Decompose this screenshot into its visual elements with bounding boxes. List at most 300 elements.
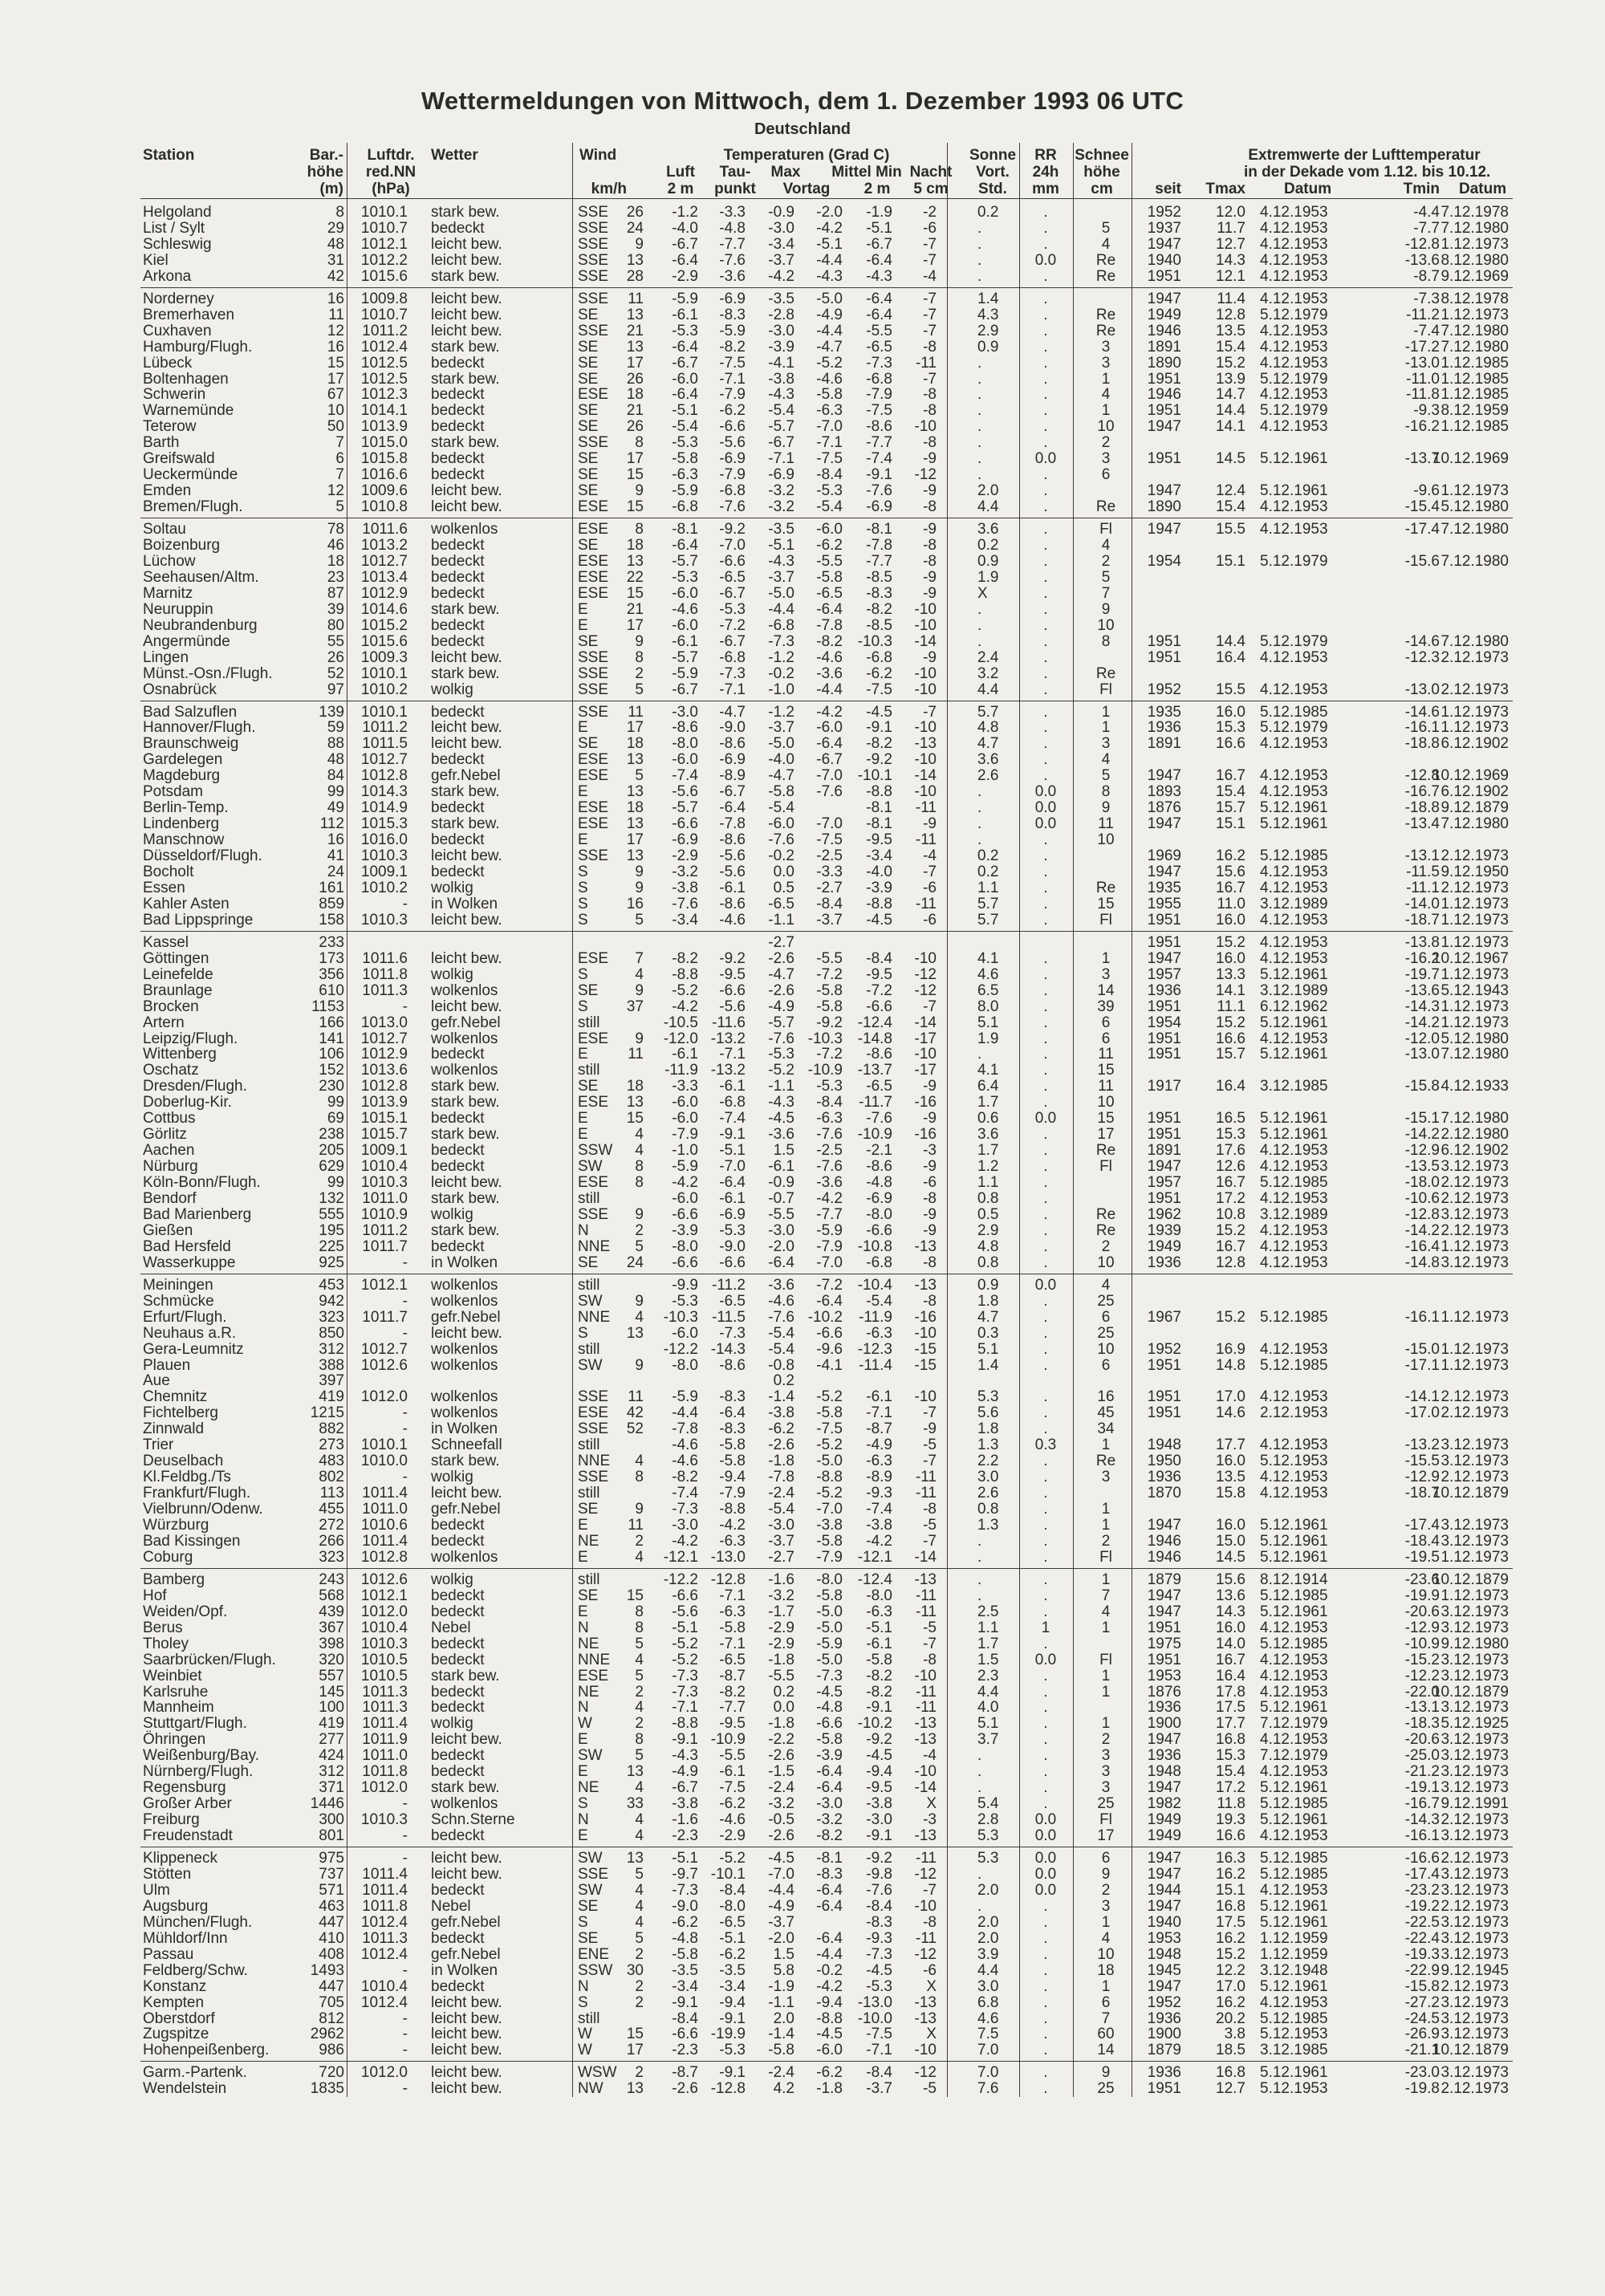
table-row bbox=[0, 1127, 1605, 1142]
datum-min: 7.12.1980 bbox=[1440, 1046, 1509, 1063]
schnee: 4 bbox=[1101, 1603, 1111, 1620]
sonne: 1.3 bbox=[977, 1517, 999, 1534]
wind-richtung: SSE bbox=[578, 267, 609, 285]
datum-max: 4.12.1953 bbox=[1260, 783, 1328, 801]
min-2m: -3.0 bbox=[866, 1811, 892, 1829]
datum-min: 8.12.1980 bbox=[1440, 251, 1509, 269]
rr: . bbox=[1043, 1237, 1048, 1255]
tmin: -11.8 bbox=[1406, 386, 1440, 404]
max-vortag: -3.2 bbox=[768, 482, 794, 500]
datum-max: 5.12.1979 bbox=[1260, 402, 1328, 420]
wind-richtung: E bbox=[578, 1731, 588, 1749]
luftdruck: 1010.5 bbox=[360, 1667, 408, 1684]
seit: 1945 bbox=[1147, 1961, 1181, 1979]
seit: 1936 bbox=[1147, 981, 1181, 999]
datum-min: 7.12.1980 bbox=[1440, 521, 1509, 538]
sonne: . bbox=[977, 831, 982, 849]
luftdruck: 1011.2 bbox=[362, 719, 408, 737]
luftdruck: 1010.4 bbox=[360, 1619, 408, 1636]
header-luft: 2 m bbox=[667, 181, 694, 197]
datum-min: 1.12.1985 bbox=[1440, 354, 1509, 372]
tmin: -15.2 bbox=[1404, 1651, 1440, 1668]
mittel-2m: -0.2 bbox=[816, 1961, 843, 1979]
wind-staerke: 4 bbox=[635, 1811, 644, 1829]
taupunkt: -5.3 bbox=[719, 1221, 746, 1239]
station-name: Lübeck bbox=[143, 354, 193, 372]
wind-richtung: NNE bbox=[578, 1651, 611, 1668]
header-wetter: Wetter bbox=[431, 147, 478, 164]
header-rr: mm bbox=[1032, 181, 1059, 197]
min-2m: -4.9 bbox=[866, 1437, 892, 1454]
nacht-5cm: -6 bbox=[923, 879, 937, 896]
wind-staerke: 13 bbox=[626, 1094, 644, 1111]
mittel-2m: -6.4 bbox=[816, 735, 843, 753]
taupunkt: -5.5 bbox=[719, 1747, 746, 1765]
nacht-5cm: -9 bbox=[923, 1158, 937, 1176]
wetter: stark bew. bbox=[431, 434, 500, 452]
min-2m: -7.5 bbox=[866, 402, 892, 420]
tmin: -12.8 bbox=[1404, 1205, 1440, 1223]
seit: 1879 bbox=[1147, 2042, 1181, 2059]
nacht-5cm: -11 bbox=[915, 1469, 937, 1486]
max-vortag: -5.3 bbox=[768, 1046, 794, 1063]
mittel-2m: -5.0 bbox=[816, 1453, 843, 1470]
taupunkt: -8.8 bbox=[719, 1501, 746, 1518]
datum-max: 3.12.1989 bbox=[1260, 1205, 1328, 1223]
seit: 1951 bbox=[1147, 998, 1181, 1015]
nacht-5cm: -11 bbox=[915, 799, 937, 817]
taupunkt: -8.0 bbox=[719, 1897, 746, 1915]
min-2m: -7.1 bbox=[866, 2042, 892, 2059]
mittel-2m: -7.5 bbox=[816, 450, 843, 468]
taupunkt: -6.7 bbox=[719, 783, 746, 801]
table-row bbox=[0, 800, 1605, 815]
sonne: 1.1 bbox=[977, 1174, 999, 1192]
tmin: -19.5 bbox=[1404, 1548, 1440, 1566]
bar-hoehe: 419 bbox=[319, 1388, 344, 1406]
datum-min: 1.12.1973 bbox=[1440, 1587, 1509, 1604]
luftdruck: 1012.1 bbox=[360, 235, 408, 253]
sonne: . bbox=[977, 1532, 982, 1550]
rr: . bbox=[1043, 1205, 1048, 1223]
sonne: 1.7 bbox=[977, 1094, 999, 1111]
luftdruck: 1015.7 bbox=[360, 1126, 408, 1144]
schnee: 25 bbox=[1097, 1795, 1115, 1813]
sonne: 4.4 bbox=[977, 1961, 999, 1979]
luft-temp: -9.9 bbox=[672, 1276, 698, 1294]
luft-temp: -3.8 bbox=[672, 1795, 698, 1813]
rr: 0.0 bbox=[1034, 1881, 1057, 1899]
datum-max: 3.12.1989 bbox=[1260, 895, 1328, 912]
datum-max: 5.12.1985 bbox=[1260, 703, 1328, 721]
luftdruck: 1011.8 bbox=[362, 1897, 408, 1915]
wetter: leicht bew. bbox=[431, 847, 502, 865]
header-station: Station bbox=[143, 147, 195, 164]
tmax: 13.5 bbox=[1216, 1469, 1245, 1486]
bar-hoehe: 31 bbox=[327, 251, 344, 269]
tmax: 16.8 bbox=[1216, 1897, 1245, 1915]
schnee: 18 bbox=[1097, 1961, 1115, 1979]
datum-min: 3.12.1973 bbox=[1440, 1699, 1509, 1717]
max-vortag: -4.7 bbox=[768, 965, 794, 983]
wind-richtung: S bbox=[578, 1324, 588, 1342]
wind-staerke: 8 bbox=[635, 1619, 644, 1636]
seit: 1951 bbox=[1147, 2080, 1181, 2098]
min-2m: -6.9 bbox=[866, 1190, 892, 1207]
datum-min: 6.12.1902 bbox=[1440, 735, 1509, 753]
luft-temp: -6.0 bbox=[672, 1094, 698, 1111]
table-row bbox=[0, 1095, 1605, 1110]
wetter: bedeckt bbox=[431, 1142, 485, 1160]
seit: 1947 bbox=[1147, 1603, 1181, 1620]
header-seit: seit bbox=[1155, 181, 1181, 197]
sonne: 4.8 bbox=[977, 719, 999, 737]
table-row bbox=[0, 1358, 1605, 1373]
mittel-2m: -6.5 bbox=[816, 584, 843, 602]
datum-max: 5.12.1979 bbox=[1260, 552, 1328, 570]
datum-min: 2.12.1973 bbox=[1440, 1897, 1509, 1915]
mittel-2m: -7.5 bbox=[816, 1420, 843, 1438]
max-vortag: -4.3 bbox=[768, 386, 794, 404]
luftdruck: 1015.8 bbox=[360, 450, 408, 468]
mittel-2m: -4.4 bbox=[816, 322, 843, 339]
tmin: -17.4 bbox=[1404, 521, 1440, 538]
min-2m: -14.8 bbox=[857, 1030, 892, 1047]
mittel-2m: -4.6 bbox=[816, 370, 843, 388]
datum-min: 3.12.1973 bbox=[1440, 1993, 1509, 2011]
taupunkt: -6.3 bbox=[719, 1532, 746, 1550]
min-2m: -8.2 bbox=[866, 1667, 892, 1684]
wind-richtung: ESE bbox=[578, 1094, 609, 1111]
datum-min: 2.12.1973 bbox=[1440, 1469, 1509, 1486]
wind-richtung: NW bbox=[578, 2080, 603, 2098]
mittel-2m: -8.0 bbox=[816, 1571, 843, 1588]
seit: 1949 bbox=[1147, 1237, 1181, 1255]
sonne: 5.1 bbox=[977, 1014, 999, 1031]
luft-temp: -5.6 bbox=[672, 1603, 698, 1620]
luft-temp: -6.0 bbox=[672, 370, 698, 388]
taupunkt: -8.3 bbox=[719, 1420, 746, 1438]
mittel-2m: -9.4 bbox=[816, 1993, 843, 2011]
min-2m: -8.6 bbox=[866, 418, 892, 436]
wind-staerke: 13 bbox=[626, 251, 644, 269]
taupunkt: -6.1 bbox=[719, 1190, 746, 1207]
seit: 1944 bbox=[1147, 1881, 1181, 1899]
datum-max: 4.12.1953 bbox=[1260, 1993, 1328, 2011]
wind-richtung: E bbox=[578, 1046, 588, 1063]
tmin: -15.6 bbox=[1404, 552, 1440, 570]
wetter: gefr.Nebel bbox=[431, 1014, 501, 1031]
wind-richtung: ESE bbox=[578, 568, 609, 586]
datum-max: 4.12.1953 bbox=[1260, 681, 1328, 698]
station-name: Saarbrücken/Flugh. bbox=[143, 1651, 276, 1668]
luftdruck: - bbox=[402, 1292, 408, 1310]
taupunkt: -5.6 bbox=[719, 864, 746, 880]
page-title: Wettermeldungen von Mittwoch, dem 1. Dezember 1993 06 UTC bbox=[421, 87, 1184, 115]
seit: 1957 bbox=[1147, 965, 1181, 983]
rr: . bbox=[1043, 879, 1048, 896]
luft-temp: -9.0 bbox=[672, 1897, 698, 1915]
schnee: 9 bbox=[1101, 2064, 1111, 2082]
header-luftdruck: red.NN bbox=[365, 164, 416, 181]
taupunkt: -11.6 bbox=[712, 1014, 746, 1031]
seit: 1947 bbox=[1147, 864, 1181, 880]
station-name: Artern bbox=[143, 1014, 185, 1031]
wind-richtung: E bbox=[578, 831, 588, 849]
max-vortag: -4.9 bbox=[768, 998, 794, 1015]
schnee: Re bbox=[1095, 1453, 1116, 1470]
luftdruck: 1009.6 bbox=[360, 482, 408, 500]
wetter: bedeckt bbox=[431, 1977, 485, 1995]
table-row bbox=[0, 880, 1605, 896]
bar-hoehe: 139 bbox=[319, 703, 344, 721]
luftdruck: 1012.1 bbox=[360, 1276, 408, 1294]
datum-min: 1.12.1973 bbox=[1440, 895, 1509, 912]
bar-hoehe: 50 bbox=[327, 418, 344, 436]
header-luftdruck: Luftdr. bbox=[367, 147, 415, 164]
bar-hoehe: 16 bbox=[327, 290, 344, 307]
wetter: stark bew. bbox=[431, 1094, 500, 1111]
nacht-5cm: -9 bbox=[923, 584, 937, 602]
luft-temp: -5.3 bbox=[672, 322, 698, 339]
column-divider bbox=[572, 143, 573, 2097]
luft-temp: -5.1 bbox=[672, 1619, 698, 1636]
tmax: 16.2 bbox=[1216, 1865, 1245, 1883]
datum-max: 5.12.1961 bbox=[1260, 1779, 1328, 1797]
station-name: Lindenberg bbox=[143, 815, 220, 833]
header-sonne: Sonne bbox=[969, 147, 1017, 164]
wind-richtung: SE bbox=[578, 981, 599, 999]
seit: 1947 bbox=[1147, 1977, 1181, 1995]
station-name: Köln-Bonn/Flugh. bbox=[143, 1174, 261, 1192]
station-name: Cuxhaven bbox=[143, 322, 212, 339]
rr: . bbox=[1043, 498, 1048, 516]
table-row bbox=[0, 1015, 1605, 1030]
max-vortag: -7.6 bbox=[768, 831, 794, 849]
wind-richtung: E bbox=[578, 600, 588, 618]
max-vortag: -5.4 bbox=[768, 1501, 794, 1518]
datum-max: 1.12.1959 bbox=[1260, 1945, 1328, 1963]
wetter: leicht bew. bbox=[431, 2080, 502, 2098]
taupunkt: -6.4 bbox=[719, 1404, 746, 1422]
luft-temp: -5.2 bbox=[672, 981, 698, 999]
datum-max: 5.12.1961 bbox=[1260, 1532, 1328, 1550]
taupunkt: -11.5 bbox=[712, 1308, 746, 1326]
rr: . bbox=[1043, 584, 1048, 602]
nacht-5cm: -5 bbox=[923, 1517, 937, 1534]
datum-max: 4.12.1953 bbox=[1260, 1881, 1328, 1899]
mittel-2m: -10.3 bbox=[807, 1030, 843, 1047]
seit: 1946 bbox=[1147, 1548, 1181, 1566]
taupunkt: -6.6 bbox=[719, 418, 746, 436]
min-2m: -9.1 bbox=[866, 466, 892, 484]
luft-temp: -6.7 bbox=[672, 681, 698, 698]
nacht-5cm: -10 bbox=[914, 681, 937, 698]
tmax: 15.2 bbox=[1216, 1221, 1245, 1239]
datum-max: 6.12.1962 bbox=[1260, 998, 1328, 1015]
luft-temp: -4.0 bbox=[672, 219, 698, 237]
mittel-2m: -6.4 bbox=[816, 1881, 843, 1899]
tmin: -16.1 bbox=[1404, 1827, 1440, 1845]
datum-min: 5.12.1925 bbox=[1440, 1715, 1509, 1733]
datum-min: 3.12.1973 bbox=[1440, 1254, 1509, 1271]
mittel-2m: -4.1 bbox=[816, 1356, 843, 1374]
table-row bbox=[0, 1828, 1605, 1843]
max-vortag: -2.6 bbox=[768, 949, 794, 967]
datum-min: 2.12.1973 bbox=[1440, 1977, 1509, 1995]
bar-hoehe: 7 bbox=[335, 466, 344, 484]
mittel-2m: -6.4 bbox=[816, 1779, 843, 1797]
tmin: -14.8 bbox=[1404, 1254, 1440, 1271]
seit: 1982 bbox=[1147, 1795, 1181, 1813]
datum-min: 1.12.1973 bbox=[1440, 703, 1509, 721]
bar-hoehe: 18 bbox=[327, 552, 344, 570]
bar-hoehe: 132 bbox=[319, 1190, 344, 1207]
sonne: 1.7 bbox=[977, 1142, 999, 1160]
luft-temp: -4.8 bbox=[672, 1929, 698, 1947]
min-2m: -9.1 bbox=[866, 1827, 892, 1845]
luft-temp: -4.6 bbox=[672, 1437, 698, 1454]
schnee: 10 bbox=[1097, 1945, 1115, 1963]
taupunkt: -6.5 bbox=[719, 1651, 746, 1668]
schnee: 25 bbox=[1097, 2080, 1115, 2098]
seit: 1951 bbox=[1147, 632, 1181, 650]
taupunkt: -7.6 bbox=[719, 498, 746, 516]
datum-min: 3.12.1973 bbox=[1440, 2026, 1509, 2043]
station-name: Doberlug-Kir. bbox=[143, 1094, 232, 1111]
tmax: 15.1 bbox=[1216, 552, 1245, 570]
datum-min: 1.12.1973 bbox=[1440, 1014, 1509, 1031]
nacht-5cm: -7 bbox=[923, 1453, 937, 1470]
schnee: 10 bbox=[1097, 1094, 1115, 1111]
tmax: 15.7 bbox=[1216, 799, 1245, 817]
wind-richtung: ESE bbox=[578, 552, 609, 570]
wind-staerke: 18 bbox=[626, 386, 644, 404]
wind-richtung: E bbox=[578, 1110, 588, 1128]
luft-temp: -6.9 bbox=[672, 831, 698, 849]
nacht-5cm: -8 bbox=[923, 386, 937, 404]
schnee: 34 bbox=[1097, 1420, 1115, 1438]
max-vortag: -5.2 bbox=[768, 1062, 794, 1079]
tmin: -7.7 bbox=[1413, 219, 1440, 237]
nacht-5cm: -8 bbox=[923, 1913, 937, 1931]
luft-temp: -6.6 bbox=[672, 1254, 698, 1271]
max-vortag: -1.7 bbox=[768, 1603, 794, 1620]
seit: 1975 bbox=[1147, 1635, 1181, 1652]
bar-hoehe: 49 bbox=[327, 799, 344, 817]
max-vortag: -2.8 bbox=[768, 306, 794, 323]
luft-temp: -6.0 bbox=[672, 1110, 698, 1128]
tmax: 14.4 bbox=[1216, 402, 1245, 420]
sonne: . bbox=[977, 799, 982, 817]
max-vortag: -1.2 bbox=[768, 648, 794, 666]
datum-max: 5.12.1961 bbox=[1260, 1913, 1328, 1931]
luftdruck: - bbox=[402, 2080, 408, 2098]
min-2m: -10.4 bbox=[857, 1276, 892, 1294]
rr: . bbox=[1043, 306, 1048, 323]
luft-temp: -6.8 bbox=[672, 498, 698, 516]
max-vortag: -4.7 bbox=[768, 767, 794, 785]
rr: . bbox=[1043, 1945, 1048, 1963]
table-row bbox=[0, 848, 1605, 864]
wind-richtung: E bbox=[578, 1126, 588, 1144]
seit: 1951 bbox=[1147, 933, 1181, 951]
mittel-2m: -6.6 bbox=[816, 1715, 843, 1733]
table-row bbox=[0, 1883, 1605, 1898]
nacht-5cm: -17 bbox=[914, 1062, 937, 1079]
max-vortag: 1.5 bbox=[773, 1945, 794, 1963]
min-2m: -9.2 bbox=[866, 1850, 892, 1867]
luft-temp: -4.4 bbox=[672, 1404, 698, 1422]
bar-hoehe: 2962 bbox=[310, 2026, 344, 2043]
wind-staerke: 4 bbox=[635, 1779, 644, 1797]
luft-temp: -8.4 bbox=[672, 2010, 698, 2027]
mittel-2m: -8.3 bbox=[816, 1865, 843, 1883]
luftdruck: 1014.6 bbox=[360, 600, 408, 618]
wetter: leicht bew. bbox=[431, 1993, 502, 2011]
mittel-2m: -6.3 bbox=[816, 402, 843, 420]
wind-richtung: still bbox=[578, 2010, 600, 2027]
taupunkt: -3.6 bbox=[719, 267, 746, 285]
datum-max: 4.12.1953 bbox=[1260, 933, 1328, 951]
mittel-2m: -4.2 bbox=[816, 1190, 843, 1207]
nacht-5cm: -14 bbox=[914, 1014, 937, 1031]
sonne: 2.9 bbox=[977, 322, 999, 339]
mittel-2m: -7.9 bbox=[816, 1237, 843, 1255]
mittel-2m: -4.3 bbox=[816, 267, 843, 285]
table-row bbox=[0, 1963, 1605, 1978]
luftdruck: 1010.4 bbox=[360, 1158, 408, 1176]
table-row bbox=[0, 1310, 1605, 1325]
wind-staerke: 9 bbox=[635, 632, 644, 650]
tmin: -12.8 bbox=[1404, 235, 1440, 253]
max-vortag: -1.1 bbox=[768, 1993, 794, 2011]
seit: 1951 bbox=[1147, 1110, 1181, 1128]
sonne: . bbox=[977, 632, 982, 650]
tmax: 16.7 bbox=[1216, 1174, 1245, 1192]
station-name: Warnemünde bbox=[143, 402, 234, 420]
taupunkt: -10.9 bbox=[710, 1731, 746, 1749]
sonne: . bbox=[977, 235, 982, 253]
wetter: Nebel bbox=[431, 1619, 471, 1636]
schnee: 2 bbox=[1101, 1731, 1111, 1749]
wind-richtung: ESE bbox=[578, 767, 609, 785]
luft-temp: -6.0 bbox=[672, 1190, 698, 1207]
datum-min: 7.12.1980 bbox=[1440, 632, 1509, 650]
luft-temp: -8.2 bbox=[672, 1469, 698, 1486]
table-row bbox=[0, 1223, 1605, 1238]
mittel-2m: -10.2 bbox=[807, 1308, 843, 1326]
bar-hoehe: 152 bbox=[319, 1062, 344, 1079]
max-vortag: -3.0 bbox=[768, 1517, 794, 1534]
rr: . bbox=[1043, 1340, 1048, 1358]
datum-max: 5.12.1961 bbox=[1260, 1046, 1328, 1063]
min-2m: -8.6 bbox=[866, 1046, 892, 1063]
tmin: -9.6 bbox=[1413, 482, 1440, 500]
nacht-5cm: -7 bbox=[923, 1532, 937, 1550]
wetter: leicht bew. bbox=[431, 949, 502, 967]
min-2m: -12.1 bbox=[857, 1548, 892, 1566]
luftdruck: 1011.4 bbox=[362, 1715, 408, 1733]
tmin: -9.3 bbox=[1413, 402, 1440, 420]
luft-temp: -10.3 bbox=[663, 1308, 698, 1326]
sonne: 3.0 bbox=[977, 1469, 999, 1486]
taupunkt: -6.6 bbox=[719, 981, 746, 999]
luft-temp: -1.6 bbox=[672, 1811, 698, 1829]
min-2m: -7.1 bbox=[866, 1404, 892, 1422]
station-name: Oschatz bbox=[143, 1062, 199, 1079]
wind-staerke: 9 bbox=[635, 482, 644, 500]
